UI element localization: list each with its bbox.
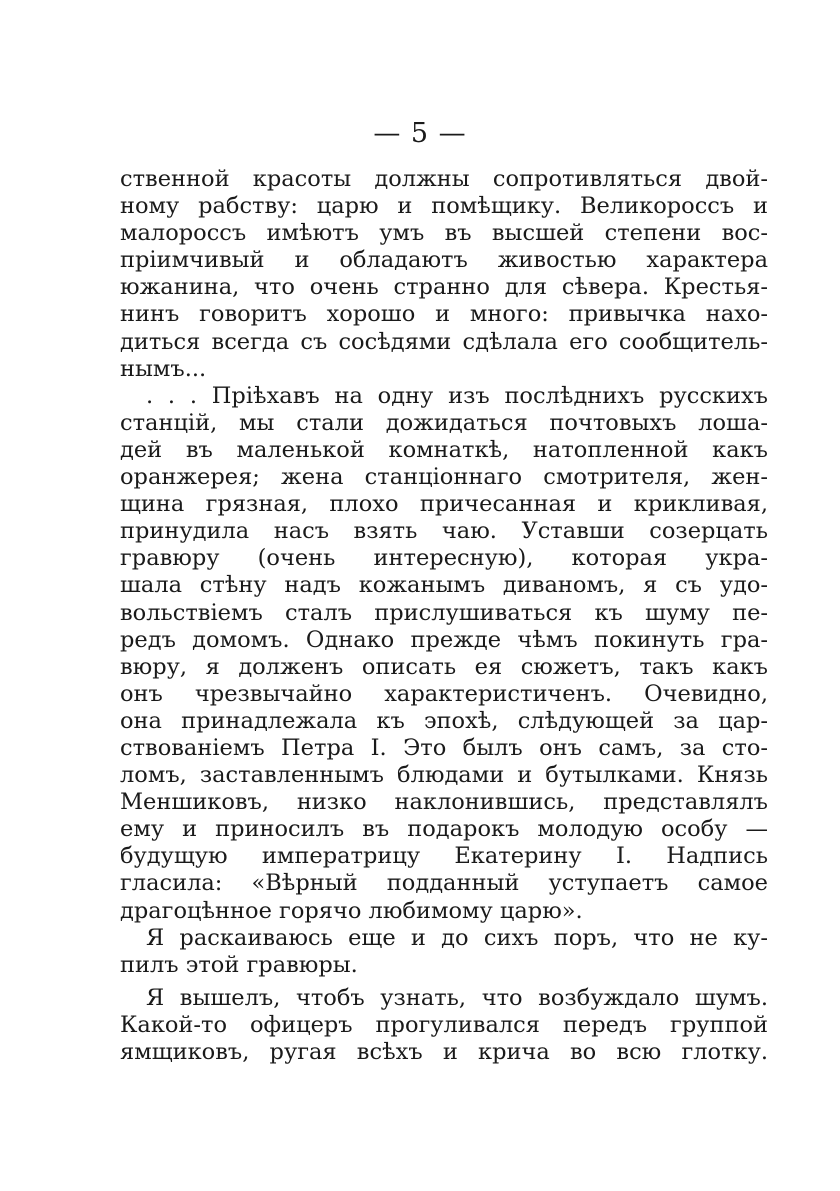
text-line: оранжерея; жена станціоннаго смотрителя, жен- — [120, 464, 768, 491]
text-line: вольствіемъ сталъ прислушиваться къ шуму пе- — [120, 599, 768, 626]
text-line: пріимчивый и обладаютъ живостью характера — [120, 247, 768, 274]
text-line: принудила насъ взять чаю. Уставши созерцать — [120, 518, 768, 545]
text-line: Я раскаиваюсь еще и до сихъ поръ, что не ку- — [146, 924, 768, 951]
text-line: дей въ маленькой комнаткѣ, натопленной какъ — [120, 436, 768, 463]
text-line: . . . Пріѣхавъ на одну изъ послѣднихъ русскихъ — [146, 382, 768, 409]
text-line: ямщиковъ, ругая всѣхъ и крича во всю глотку. — [120, 1039, 768, 1065]
text-line: онъ чрезвычайно характеристиченъ. Очевидно, — [120, 680, 768, 707]
text-body — [120, 166, 768, 1066]
text-line: ему и приносилъ въ подарокъ молодую особу — — [120, 816, 768, 843]
text-line: станцій, мы стали дожидаться почтовыхъ лоша- — [120, 409, 768, 436]
text-line: южанина, что очень странно для сѣвера. Крестья- — [120, 274, 768, 301]
text-line: пилъ этой гравюры. — [120, 951, 358, 978]
text-line: редъ домомъ. Однако прежде чѣмъ покинуть гра- — [120, 626, 768, 653]
text-line: гравюру (очень интересную), которая укра- — [120, 545, 768, 572]
text-line: щина грязная, плохо причесанная и крикливая, — [120, 491, 768, 518]
text-line: гласила: «Вѣрный подданный уступаетъ самое — [120, 870, 768, 897]
text-line: малороссъ имѣютъ умъ въ высшей степени вос- — [120, 220, 768, 247]
text-line: нинъ говоритъ хорошо и много: привычка нахо- — [120, 301, 768, 328]
text-line: вюру, я долженъ описать ея сюжетъ, такъ какъ — [120, 653, 768, 680]
text-line: диться всегда съ сосѣдями сдѣлала его сообщитель- — [120, 328, 768, 355]
text-line: шала стѣну надъ кожанымъ диваномъ, я съ удо- — [120, 572, 768, 599]
text-line: ному рабству: царю и помѣщику. Великороссъ и — [120, 193, 768, 220]
paragraph — [120, 985, 768, 1066]
text-line: Я вышелъ, чтобъ узнать, что возбуждало шумъ. — [146, 984, 768, 1011]
text-line: Меншиковъ, низко наклонившись, представлялъ — [120, 789, 768, 816]
text-line: она принадлежала къ эпохѣ, слѣдующей за цар- — [120, 707, 768, 734]
page-number: — 5 — — [373, 118, 467, 149]
text-line: Какой-то офицеръ прогуливался передъ группой — [120, 1011, 768, 1038]
paragraph — [120, 925, 768, 979]
paragraph — [120, 166, 768, 383]
text-line: драгоцѣнное горячо любимому царю». — [120, 897, 583, 924]
text-line: ственной красоты должны сопротивляться двой- — [120, 166, 768, 192]
text-line: ломъ, заставленнымъ блюдами и бутылками. Князь — [120, 762, 768, 789]
text-line: ствованіемъ Петра I. Это былъ онъ самъ, за сто- — [120, 734, 768, 761]
text-line: нымъ... — [120, 355, 207, 382]
paragraph — [120, 383, 768, 925]
text-line: будущую императрицу Екатерину I. Надпись — [120, 843, 768, 870]
